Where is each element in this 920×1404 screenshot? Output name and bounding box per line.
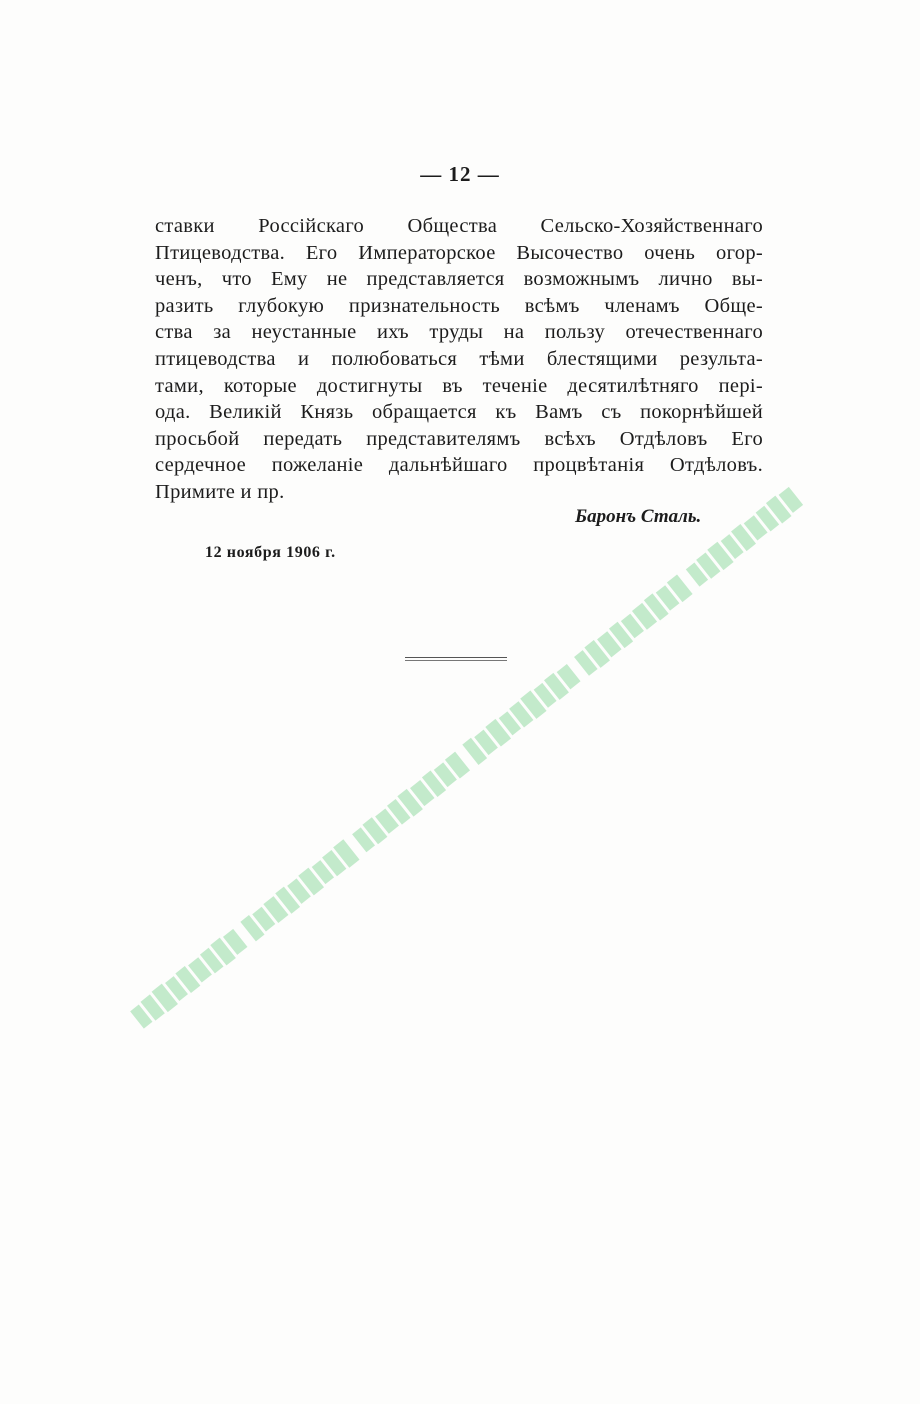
watermark-block (667, 574, 693, 602)
text-line-6: птицеводства и полюбоваться тѣми блестящими результа- (155, 347, 763, 370)
watermark-block (597, 631, 621, 657)
watermark-block (544, 673, 569, 700)
watermark-block (352, 827, 375, 852)
watermark-block (200, 948, 224, 974)
watermark-block (263, 896, 288, 923)
watermark-block (223, 929, 247, 955)
watermark-block (362, 817, 387, 844)
watermark-block (397, 789, 423, 817)
watermark-block (520, 690, 546, 718)
watermark-block (609, 622, 633, 648)
watermark-block (731, 524, 756, 551)
text-line-4: разить глубокую признательность всѣмъ членамъ Обще- (155, 294, 763, 317)
watermark-block (621, 614, 644, 639)
watermark-block (375, 808, 399, 833)
watermark-block (175, 966, 200, 993)
watermark-block (485, 719, 511, 747)
watermark-block (165, 976, 188, 1001)
text-line-1: ставки Россійскаго Общества Сельско-Хозяйственнаго (155, 215, 763, 237)
watermark-block (779, 487, 803, 513)
watermark-block (744, 515, 768, 540)
watermark-block (644, 593, 669, 620)
letter-date: 12 ноября 1906 г. (205, 544, 336, 561)
watermark-block (756, 506, 780, 532)
text-line-9: просьбой передать представителямъ всѣхъ Отдѣловъ Его (155, 427, 763, 450)
watermark-block (387, 799, 411, 825)
text-line-2: Птицеводства. Его Императорское Высочество очень огор- (155, 241, 763, 264)
watermark-block (656, 585, 680, 610)
text-line-8: ода. Великій Князь обращается къ Вамъ съ покорнѣйшей (155, 401, 763, 424)
watermark-block (287, 878, 311, 903)
text-line-10: сердечное пожеланіе дальнѣйшаго процвѣтанія Отдѣловъ. (155, 454, 763, 477)
watermark-block (584, 640, 610, 668)
watermark-block (707, 542, 733, 570)
watermark-block (721, 534, 744, 559)
watermark-block (509, 701, 533, 727)
watermark-block (210, 938, 236, 966)
text-line-11: Примите и пр. (155, 480, 285, 503)
watermark-block (434, 762, 457, 787)
watermark-block (574, 650, 598, 676)
watermark-block (188, 957, 212, 982)
watermark-block (130, 1005, 152, 1029)
watermark-block (410, 780, 434, 806)
ornament-rule (405, 657, 507, 661)
watermark-block (240, 915, 264, 941)
watermark-block (766, 496, 792, 524)
watermark-block (322, 850, 346, 876)
page-number: — 12 — (420, 162, 500, 186)
watermark-block (474, 730, 498, 755)
watermark-block (632, 603, 657, 630)
watermark-block (333, 839, 359, 867)
watermark-block (499, 711, 521, 735)
watermark-block (252, 907, 275, 932)
watermark-block (686, 563, 708, 587)
watermark-block (152, 984, 178, 1012)
text-line-3: ченъ, что Ему не представляется возможнымъ лично вы- (155, 268, 763, 291)
watermark-block (445, 752, 470, 779)
watermark-block (140, 994, 164, 1020)
watermark-block (422, 771, 446, 797)
watermark-block (534, 683, 557, 708)
signature: Баронъ Сталь. (575, 506, 702, 527)
watermark-block (312, 860, 334, 884)
watermark-block (275, 887, 300, 914)
watermark-block (557, 664, 581, 689)
letter-body (155, 213, 763, 506)
text-line-5: ства за неустанные ихъ труды на пользу отечественнаго (155, 321, 763, 344)
watermark-block (298, 868, 324, 896)
watermark-block (462, 738, 487, 765)
watermark-block (696, 552, 720, 578)
text-line-7: тами, которые достигнуты въ теченіе десятилѣтняго пері- (155, 374, 763, 397)
